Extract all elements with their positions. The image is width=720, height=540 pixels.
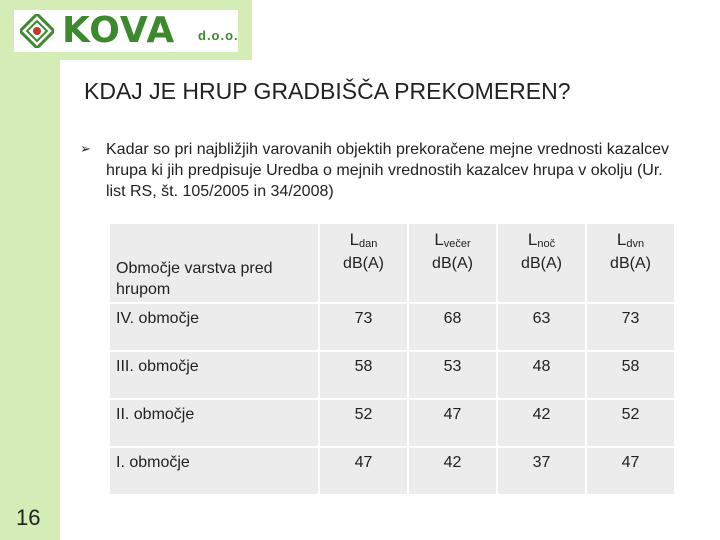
sidebar-band xyxy=(0,0,60,540)
cell-value: 53 xyxy=(408,351,497,399)
cell-value: 68 xyxy=(408,303,497,351)
bullet-text: Kadar so pri najbližjih varovanih objektih prekoračene mejne vrednosti kazalcev hrupa ki jih predpisuje Uredba o mejnih vrednostih kazalcev hrupa v okolju (Ur. list RS, št. 105/2005 in 34/2008) xyxy=(106,141,669,200)
cell-value: 42 xyxy=(408,447,497,495)
cell-value: 73 xyxy=(586,303,675,351)
row-label: IV. območje xyxy=(109,303,319,351)
cell-value: 58 xyxy=(319,351,408,399)
cell-value: 42 xyxy=(497,399,586,447)
page-number: 16 xyxy=(16,505,41,530)
company-logo xyxy=(14,10,238,52)
cell-value: 52 xyxy=(586,399,675,447)
header-l-noc: $L_{noč}$ dB(A) xyxy=(497,223,586,303)
row-label: III. območje xyxy=(109,351,319,399)
cell-value: 73 xyxy=(319,303,408,351)
page-title: KDAJ JE HRUP GRADBIŠČA PREKOMEREN? xyxy=(84,78,571,104)
table-row xyxy=(109,351,675,399)
row-label: II. območje xyxy=(109,399,319,447)
logo-suffix: d.o.o. xyxy=(198,28,239,43)
cell-value: 63 xyxy=(497,303,586,351)
cell-value: 47 xyxy=(319,447,408,495)
table-row xyxy=(109,447,675,495)
cell-value: 47 xyxy=(408,399,497,447)
header-l-dvn: $L_{dvn}$ dB(A) xyxy=(586,223,675,303)
table-row xyxy=(109,303,675,351)
cell-value: 37 xyxy=(497,447,586,495)
cell-value: 52 xyxy=(319,399,408,447)
header-l-dan: $L_{dan}$ dB(A) xyxy=(319,223,408,303)
bullet-arrow-icon: ➢ xyxy=(80,141,91,156)
cell-value: 58 xyxy=(586,351,675,399)
logo-wordmark: KOVA xyxy=(62,10,176,51)
table-header-row xyxy=(109,223,675,303)
row-label: I. območje xyxy=(109,447,319,495)
table-row xyxy=(109,399,675,447)
logo-emblem-icon xyxy=(20,14,54,48)
cell-value: 48 xyxy=(497,351,586,399)
header-area: Območje varstva pred hrupom xyxy=(109,223,319,303)
header-l-vecer: $L_{večer}$ dB(A) xyxy=(408,223,497,303)
noise-limits-table xyxy=(108,222,676,496)
cell-value: 47 xyxy=(586,447,675,495)
